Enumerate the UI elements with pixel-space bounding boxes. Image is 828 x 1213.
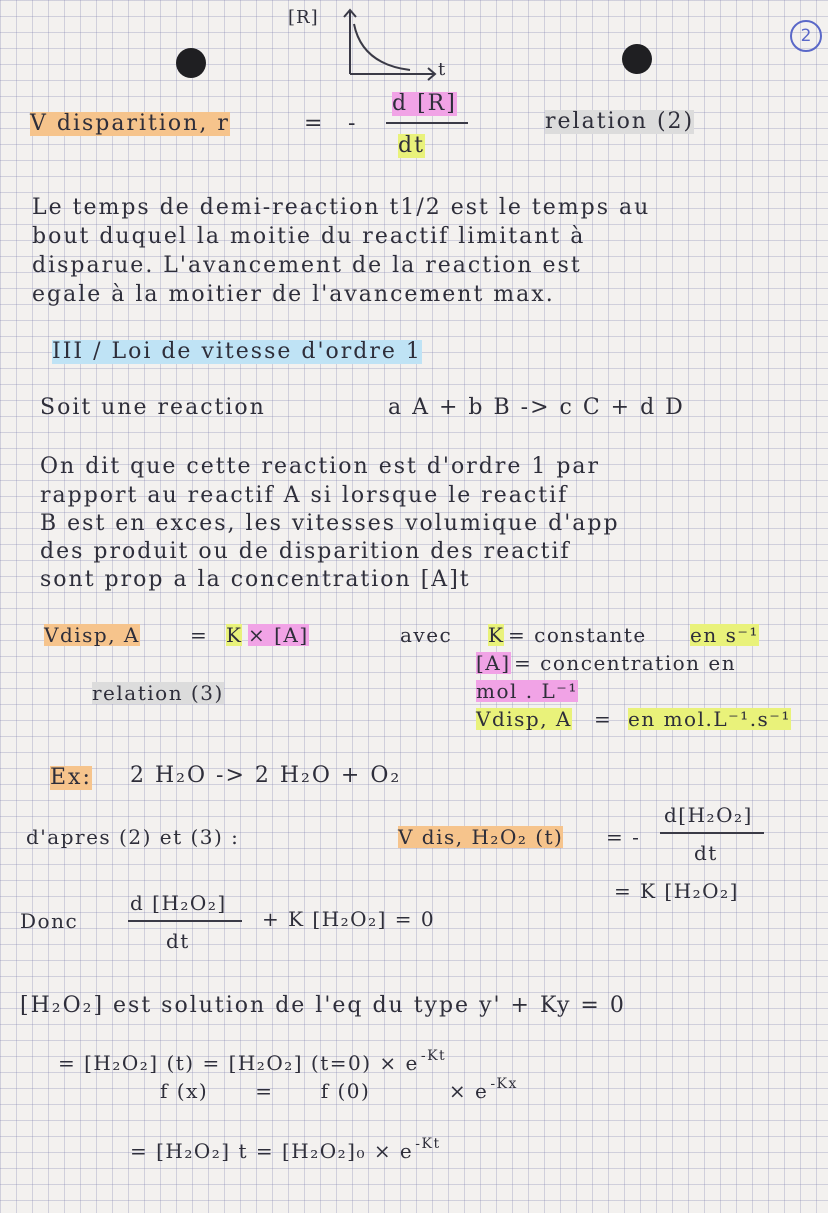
definition-line-5: sont prop a la concentration [A]t — [40, 567, 471, 592]
decay-graph — [300, 2, 460, 84]
solution-line-4 — [130, 1136, 441, 1163]
law-k: K — [226, 623, 243, 647]
vdis-denominator: dt — [694, 841, 718, 865]
relation-2: relation (2) — [545, 109, 695, 134]
a-unit: mol . L⁻¹ — [476, 679, 578, 703]
donc-numerator: d [H₂O₂] — [130, 891, 227, 915]
solution-line-2 — [58, 1048, 447, 1075]
vdis-h2o2: V dis, H₂O₂ (t) — [398, 825, 564, 849]
speed-fraction-bar — [386, 122, 468, 124]
donc-fraction-bar — [128, 920, 242, 922]
speed-equals: = — [304, 111, 325, 136]
solution-line-2-exponent: -Kt — [420, 1048, 447, 1064]
a-label: [A] — [476, 651, 511, 675]
v-equals: = — [594, 707, 613, 731]
demi-line-2: bout duquel la moitie du reactif limitant à — [32, 224, 586, 249]
solution-line-4-exponent: -Kt — [415, 1136, 441, 1152]
k-definition: = constante — [508, 623, 647, 647]
definition-line-1: On dit que cette reaction est d'ordre 1 par — [40, 454, 601, 479]
speed-denominator: dt — [398, 133, 425, 158]
law-avec: avec — [400, 623, 453, 647]
donc-label: Donc — [20, 909, 79, 933]
law-concentration: × [A] — [248, 623, 309, 647]
vdis-fraction-bar — [660, 832, 764, 834]
demi-line-3: disparue. L'avancement de la reaction est — [32, 253, 582, 278]
graph-y-label: [R] — [288, 7, 319, 28]
definition-line-3: B est en exces, les vitesses volumique d'app — [40, 511, 620, 536]
speed-numerator: d [R] — [392, 91, 457, 116]
law-lhs: Vdisp, A — [44, 623, 140, 647]
v-unit: en mol.L⁻¹.s⁻¹ — [628, 707, 791, 731]
v-label: Vdisp, A — [476, 707, 572, 731]
definition-line-4: des produit ou de disparition des reactif — [40, 539, 571, 564]
a-definition: = concentration en — [514, 651, 737, 675]
relation-3: relation (3) — [92, 681, 224, 705]
solution-line-2-text: = [H₂O₂] (t) = [H₂O₂] (t=0) × e — [58, 1051, 419, 1075]
solution-line-1: [H₂O₂] est solution de l'eq du type y' + Ky = 0 — [20, 993, 626, 1018]
speed-minus: - — [348, 111, 358, 136]
solution-line-3 — [160, 1076, 518, 1103]
demi-line-4: egale à la moitier de l'avancement max. — [32, 282, 555, 307]
speed-lhs: V disparition, r — [30, 111, 230, 136]
vdis-numerator: d[H₂O₂] — [664, 803, 753, 827]
donc-rest: + K [H₂O₂] = 0 — [262, 907, 436, 931]
definition-line-2: rapport au reactif A si lorsque le reactif — [40, 483, 569, 508]
k-label: K — [488, 623, 505, 647]
solution-line-4-text: = [H₂O₂] t = [H₂O₂]₀ × e — [130, 1139, 414, 1163]
dapres-text: d'apres (2) et (3) : — [26, 825, 240, 849]
vdis-equals-minus: = - — [606, 825, 641, 849]
example-label: Ex: — [50, 765, 92, 790]
soit-text: Soit une reaction — [40, 395, 266, 420]
example-equation: 2 H₂O -> 2 H₂O + O₂ — [130, 763, 402, 788]
solution-line-3-text: f (x) = f (0) × e — [160, 1079, 489, 1103]
k-unit: en s⁻¹ — [690, 623, 759, 647]
page-number: 2 — [790, 20, 822, 52]
donc-denominator: dt — [166, 929, 190, 953]
demi-line-1: Le temps de demi-reaction t1/2 est le temps au — [32, 195, 651, 220]
binder-hole-left — [176, 48, 206, 78]
graph-x-label: t — [438, 59, 447, 80]
vdis-equals-k: = K [H₂O₂] — [614, 879, 739, 903]
solution-line-3-exponent: -Kx — [490, 1076, 518, 1092]
law-equals: = — [190, 623, 209, 647]
section-title: III / Loi de vitesse d'ordre 1 — [52, 339, 422, 364]
soit-equation: a A + b B -> c C + d D — [388, 395, 685, 420]
binder-hole-right — [622, 44, 652, 74]
